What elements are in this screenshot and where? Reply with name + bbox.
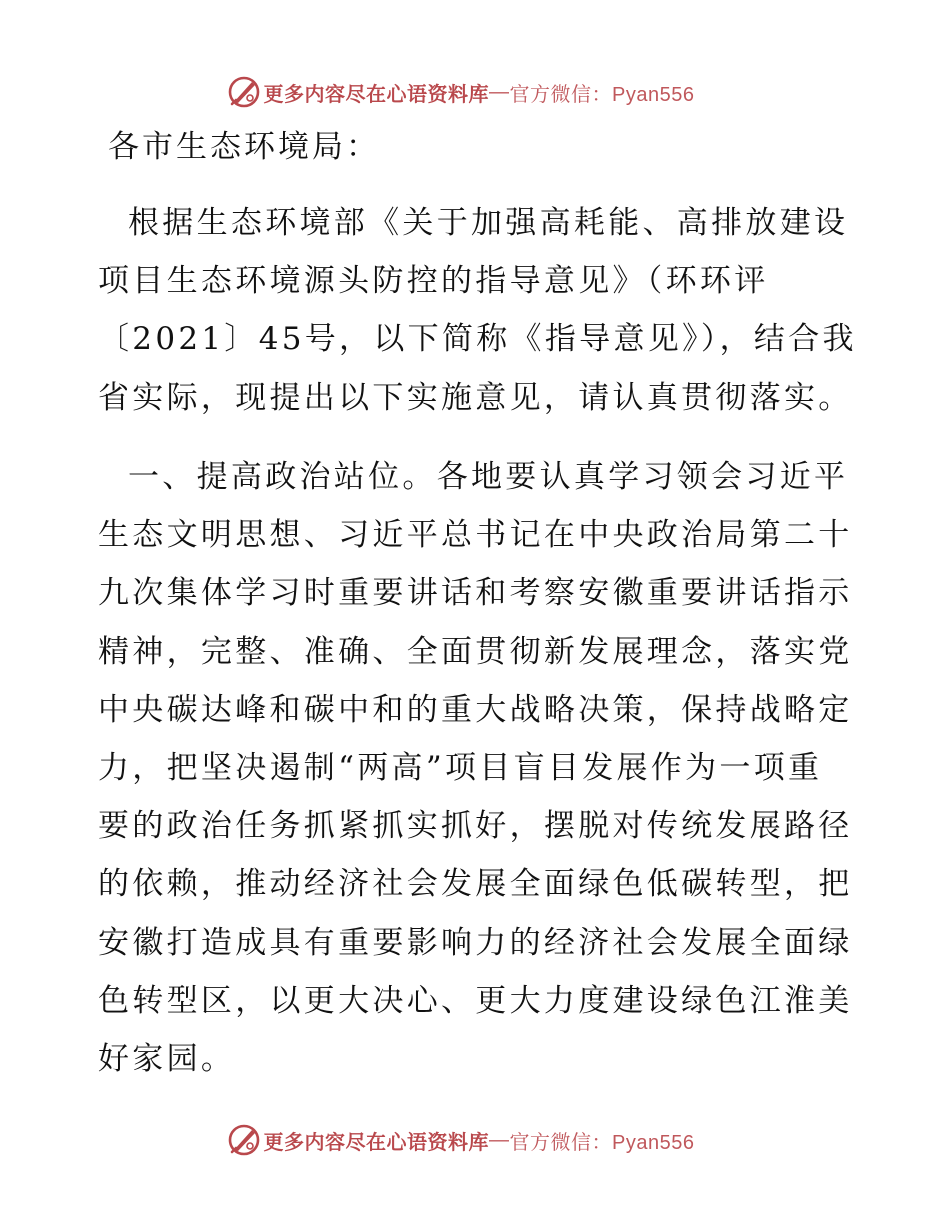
paragraph-line: 好家园。 xyxy=(98,1041,236,1078)
paragraph-line: 精神，完整、准确、全面贯彻新发展理念，落实党 xyxy=(98,633,853,670)
paragraph-line: 安徽打造成具有重要影响力的经济社会发展全面绿 xyxy=(98,924,853,961)
paragraph-line: 生态文明思想、习近平总书记在中央政治局第二十 xyxy=(98,517,853,554)
watermark-text: 更多内容尽在心语资料库 xyxy=(263,1129,490,1154)
salutation: 各市生态环境局： xyxy=(108,129,380,165)
paragraph-line: 项目生态环境源头防控的指导意见》（环环评 xyxy=(98,263,769,300)
paragraph-section-one xyxy=(98,448,858,1088)
watermark-separator: — xyxy=(489,1128,510,1151)
paragraph-line: 色转型区，以更大决心、更大力度建设绿色江淮美 xyxy=(98,982,853,1019)
watermark-separator: — xyxy=(489,80,510,103)
watermark-wechat: 官方微信：Pyan556 xyxy=(509,83,695,106)
paragraph-intro xyxy=(98,194,858,427)
paragraph-line: 要的政治任务抓紧抓实抓好，摆脱对传统发展路径 xyxy=(98,808,853,845)
paragraph-line: 九次集体学习时重要讲话和考察安徽重要讲话指示 xyxy=(98,575,853,612)
watermark-wechat: 官方微信：Pyan556 xyxy=(509,1131,695,1154)
paragraph-line: 力，把坚决遏制“两高”项目盲目发展作为一项重 xyxy=(98,750,823,787)
paragraph-line: 〔2021〕45号，以下简称《指导意见》），结合我 xyxy=(98,321,857,358)
header-watermark xyxy=(0,72,950,112)
footer-watermark xyxy=(0,1120,950,1160)
quill-logo-icon xyxy=(226,74,262,110)
paragraph-line: 一、提高政治站位。各地要认真学习领会习近平 xyxy=(128,459,849,495)
quill-logo-icon xyxy=(226,1122,262,1158)
watermark-text: 更多内容尽在心语资料库 xyxy=(263,81,490,106)
paragraph-line: 中央碳达峰和碳中和的重大战略决策，保持战略定 xyxy=(98,691,853,728)
paragraph-line: 根据生态环境部《关于加强高耗能、高排放建设 xyxy=(128,205,849,241)
paragraph-line: 省实际，现提出以下实施意见，请认真贯彻落实。 xyxy=(98,379,853,416)
paragraph-line: 的依赖，推动经济社会发展全面绿色低碳转型，把 xyxy=(98,866,853,903)
